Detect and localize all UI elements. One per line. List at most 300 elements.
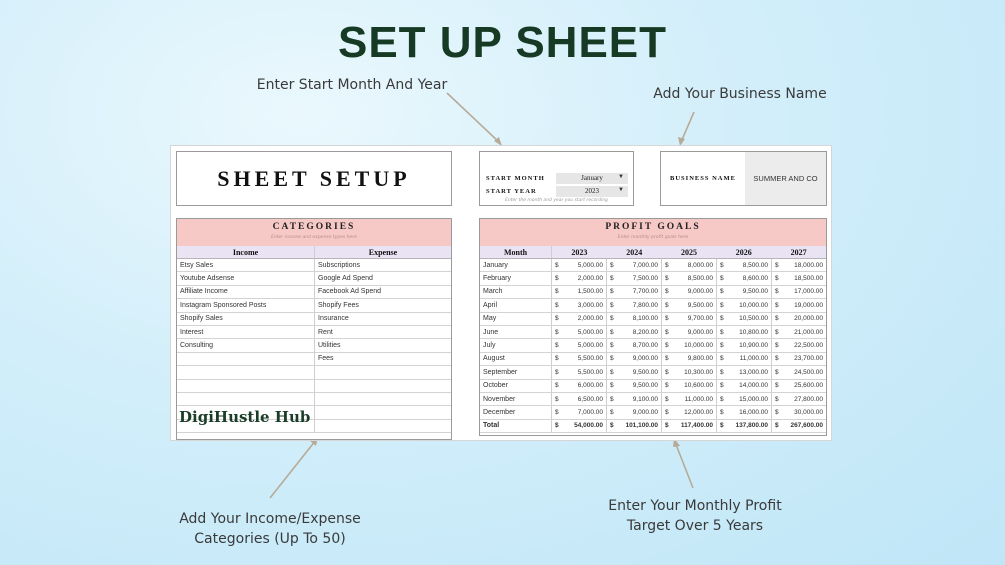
expense-column-header: Expense <box>368 247 398 257</box>
amount: 15,000.00 <box>739 395 768 403</box>
month-cell: November <box>480 393 552 405</box>
table-row <box>480 272 826 285</box>
currency-symbol: $ <box>665 328 669 336</box>
profit-goal-cell[interactable] <box>552 353 607 365</box>
currency-symbol: $ <box>555 368 559 376</box>
amount: 8,100.00 <box>632 315 658 323</box>
currency-symbol: $ <box>610 301 614 309</box>
start-month-value: January <box>581 174 603 182</box>
start-date-panel <box>479 151 634 206</box>
amount: 9,500.00 <box>632 382 658 390</box>
amount: 5,500.00 <box>577 368 603 376</box>
expense-cell[interactable]: Google Ad Spend <box>318 275 373 283</box>
amount: 9,000.00 <box>687 288 713 296</box>
profit-goal-cell[interactable] <box>772 366 826 378</box>
currency-symbol: $ <box>610 288 614 296</box>
profit-goal-cell[interactable] <box>717 286 772 298</box>
currency-symbol: $ <box>720 328 724 336</box>
profit-goal-cell[interactable] <box>607 299 662 311</box>
currency-symbol: $ <box>610 342 614 350</box>
profit-goal-cell[interactable] <box>552 299 607 311</box>
currency-symbol: $ <box>720 301 724 309</box>
currency-symbol: $ <box>720 382 724 390</box>
start-year-row <box>486 185 628 197</box>
currency-symbol: $ <box>610 315 614 323</box>
annotation-profit-line1: Enter Your Monthly Profit <box>608 498 782 514</box>
currency-symbol: $ <box>665 422 669 430</box>
currency-symbol: $ <box>555 422 559 430</box>
currency-symbol: $ <box>610 422 614 430</box>
start-year-dropdown[interactable] <box>556 186 628 197</box>
table-row <box>177 353 451 366</box>
currency-symbol: $ <box>720 355 724 363</box>
table-row <box>480 366 826 379</box>
profit-goal-cell <box>717 420 772 432</box>
amount: 7,000.00 <box>632 261 658 269</box>
currency-symbol: $ <box>775 368 779 376</box>
currency-symbol: $ <box>555 395 559 403</box>
currency-symbol: $ <box>720 342 724 350</box>
expense-cell[interactable]: Shopify Fees <box>318 301 359 309</box>
profit-goal-cell[interactable] <box>772 299 826 311</box>
currency-symbol: $ <box>775 288 779 296</box>
amount: 9,000.00 <box>632 408 658 416</box>
profit-goal-cell[interactable] <box>772 313 826 325</box>
income-cell[interactable] <box>177 380 315 392</box>
profit-goal-cell[interactable] <box>772 339 826 351</box>
start-month-dropdown[interactable] <box>556 173 628 184</box>
expense-cell[interactable]: Fees <box>318 355 334 363</box>
expense-cell[interactable]: Insurance <box>318 315 349 323</box>
categories-subheading: Enter income and expense types here <box>271 235 357 240</box>
month-cell: February <box>480 272 552 284</box>
profit-goal-cell[interactable] <box>717 393 772 405</box>
year-column-header: 2027 <box>790 247 807 257</box>
categories-column-headers <box>177 246 451 259</box>
currency-symbol: $ <box>665 355 669 363</box>
month-cell: Total <box>480 420 552 432</box>
amount: 6,000.00 <box>577 382 603 390</box>
total-row <box>480 420 826 433</box>
amount: 9,800.00 <box>687 355 713 363</box>
profit-goal-cell[interactable] <box>607 286 662 298</box>
amount: 18,500.00 <box>794 275 823 283</box>
annotation-categories-line1: Add Your Income/Expense <box>179 511 361 527</box>
currency-symbol: $ <box>720 395 724 403</box>
currency-symbol: $ <box>665 382 669 390</box>
currency-symbol: $ <box>555 315 559 323</box>
amount: 8,700.00 <box>632 342 658 350</box>
amount: 10,300.00 <box>684 368 713 376</box>
income-cell[interactable] <box>177 393 315 405</box>
profit-goal-cell[interactable] <box>552 380 607 392</box>
profit-goal-cell[interactable] <box>552 366 607 378</box>
amount: 10,000.00 <box>684 342 713 350</box>
currency-symbol: $ <box>720 315 724 323</box>
expense-cell[interactable] <box>315 366 451 378</box>
amount: 9,100.00 <box>632 395 658 403</box>
profit-goals-body <box>480 259 826 433</box>
currency-symbol: $ <box>665 301 669 309</box>
categories-table <box>176 218 452 440</box>
profit-goal-cell[interactable] <box>552 259 607 271</box>
profit-goal-cell[interactable] <box>772 259 826 271</box>
amount: 267,600.00 <box>790 422 823 430</box>
income-cell[interactable] <box>177 366 315 378</box>
arrow-start-month <box>447 93 500 143</box>
profit-goal-cell[interactable] <box>552 286 607 298</box>
table-row <box>480 393 826 406</box>
amount: 9,500.00 <box>632 368 658 376</box>
income-cell[interactable]: Shopify Sales <box>177 313 315 325</box>
amount: 9,000.00 <box>632 355 658 363</box>
profit-goal-cell[interactable] <box>717 339 772 351</box>
amount: 11,000.00 <box>684 395 713 403</box>
currency-symbol: $ <box>610 395 614 403</box>
currency-symbol: $ <box>775 422 779 430</box>
amount: 10,800.00 <box>739 328 768 336</box>
currency-symbol: $ <box>610 328 614 336</box>
currency-symbol: $ <box>720 261 724 269</box>
amount: 18,000.00 <box>794 261 823 269</box>
month-cell: October <box>480 380 552 392</box>
profit-goal-cell[interactable] <box>662 286 717 298</box>
amount: 54,000.00 <box>574 422 603 430</box>
amount: 5,000.00 <box>577 328 603 336</box>
arrow-categories <box>270 440 316 498</box>
profit-goals-column-headers <box>480 246 826 259</box>
expense-cell[interactable] <box>315 393 451 405</box>
start-year-label: START YEAR <box>486 187 537 195</box>
profit-goal-cell[interactable] <box>552 272 607 284</box>
profit-goal-cell[interactable] <box>552 393 607 405</box>
currency-symbol: $ <box>555 382 559 390</box>
currency-symbol: $ <box>610 355 614 363</box>
table-row <box>177 313 451 326</box>
currency-symbol: $ <box>555 342 559 350</box>
currency-symbol: $ <box>610 261 614 269</box>
income-cell[interactable]: Affiliate Income <box>177 286 315 298</box>
amount: 7,800.00 <box>632 301 658 309</box>
arrow-profit-goals <box>675 442 693 488</box>
income-cell[interactable]: Consulting <box>177 339 315 351</box>
dropdown-arrow-icon: ▼ <box>618 186 624 193</box>
profit-goal-cell[interactable] <box>607 272 662 284</box>
categories-body <box>177 259 451 433</box>
profit-goal-cell <box>772 420 826 432</box>
month-cell: July <box>480 339 552 351</box>
year-column-header: 2025 <box>680 247 697 257</box>
amount: 8,000.00 <box>687 261 713 269</box>
profit-goal-cell[interactable] <box>552 326 607 338</box>
currency-symbol: $ <box>720 288 724 296</box>
amount: 21,000.00 <box>794 328 823 336</box>
profit-goal-cell[interactable] <box>662 259 717 271</box>
profit-goal-cell[interactable] <box>662 353 717 365</box>
table-row <box>480 313 826 326</box>
currency-symbol: $ <box>555 301 559 309</box>
currency-symbol: $ <box>610 382 614 390</box>
currency-symbol: $ <box>775 408 779 416</box>
currency-symbol: $ <box>720 408 724 416</box>
dropdown-arrow-icon: ▼ <box>618 173 624 180</box>
amount: 101,100.00 <box>625 422 658 430</box>
amount: 9,500.00 <box>687 301 713 309</box>
currency-symbol: $ <box>775 395 779 403</box>
amount: 7,000.00 <box>577 408 603 416</box>
currency-symbol: $ <box>720 422 724 430</box>
table-row <box>177 272 451 285</box>
table-row <box>480 299 826 312</box>
expense-cell[interactable]: Facebook Ad Spend <box>318 288 382 296</box>
expense-cell[interactable] <box>315 406 451 418</box>
table-row <box>480 326 826 339</box>
profit-goal-cell[interactable] <box>717 299 772 311</box>
spreadsheet-preview <box>170 145 832 441</box>
profit-goal-cell[interactable] <box>772 393 826 405</box>
categories-heading: CATEGORIES <box>272 222 356 232</box>
year-column-header: 2026 <box>735 247 752 257</box>
expense-cell[interactable] <box>315 420 451 432</box>
annotation-categories-line2: Categories (Up To 50) <box>194 531 346 547</box>
annotation-profit-goals <box>590 496 800 536</box>
profit-goal-cell[interactable] <box>552 406 607 418</box>
profit-goal-cell[interactable] <box>717 326 772 338</box>
amount: 23,700.00 <box>794 355 823 363</box>
table-row <box>480 380 826 393</box>
currency-symbol: $ <box>555 288 559 296</box>
profit-goal-cell[interactable] <box>662 406 717 418</box>
table-row <box>177 299 451 312</box>
profit-goal-cell <box>662 420 717 432</box>
table-row <box>177 366 451 379</box>
amount: 13,000.00 <box>739 368 768 376</box>
currency-symbol: $ <box>775 355 779 363</box>
profit-goal-cell[interactable] <box>607 366 662 378</box>
income-cell[interactable]: Etsy Sales <box>177 259 315 271</box>
brand-logo: DigiHustle Hub <box>179 408 311 426</box>
amount: 8,500.00 <box>687 275 713 283</box>
amount: 10,600.00 <box>684 382 713 390</box>
profit-goals-header <box>480 219 826 246</box>
profit-goal-cell[interactable] <box>662 366 717 378</box>
amount: 9,700.00 <box>687 315 713 323</box>
amount: 9,500.00 <box>742 288 768 296</box>
currency-symbol: $ <box>665 368 669 376</box>
page-title: SET UP SHEET <box>337 18 668 67</box>
amount: 10,900.00 <box>739 342 768 350</box>
expense-cell[interactable]: Utilities <box>318 342 341 350</box>
profit-goals-subheading: Enter monthly profit goals here <box>617 235 689 240</box>
month-cell: September <box>480 366 552 378</box>
table-row <box>177 339 451 352</box>
amount: 16,000.00 <box>739 408 768 416</box>
amount: 5,500.00 <box>577 355 603 363</box>
profit-goal-cell[interactable] <box>662 272 717 284</box>
currency-symbol: $ <box>665 275 669 283</box>
business-name-field[interactable]: SUMMER AND CO <box>745 152 826 205</box>
table-row <box>480 286 826 299</box>
currency-symbol: $ <box>665 395 669 403</box>
profit-goals-table <box>479 218 827 436</box>
amount: 11,000.00 <box>739 355 768 363</box>
amount: 25,600.00 <box>794 382 823 390</box>
amount: 24,500.00 <box>794 368 823 376</box>
currency-symbol: $ <box>665 315 669 323</box>
currency-symbol: $ <box>610 275 614 283</box>
income-cell[interactable] <box>177 353 315 365</box>
currency-symbol: $ <box>610 368 614 376</box>
currency-symbol: $ <box>775 315 779 323</box>
annotation-start-month: Enter Start Month And Year <box>256 77 448 93</box>
amount: 30,000.00 <box>794 408 823 416</box>
profit-goal-cell[interactable] <box>552 339 607 351</box>
currency-symbol: $ <box>720 368 724 376</box>
profit-goal-cell[interactable] <box>772 380 826 392</box>
expense-cell[interactable] <box>315 380 451 392</box>
amount: 7,500.00 <box>632 275 658 283</box>
profit-goal-cell[interactable] <box>662 393 717 405</box>
table-row <box>177 286 451 299</box>
amount: 14,000.00 <box>739 382 768 390</box>
amount: 7,700.00 <box>632 288 658 296</box>
income-cell[interactable]: Interest <box>177 326 315 338</box>
currency-symbol: $ <box>555 355 559 363</box>
currency-symbol: $ <box>665 342 669 350</box>
business-name-panel <box>660 151 827 206</box>
amount: 117,400.00 <box>680 422 713 430</box>
table-row <box>177 393 451 406</box>
month-cell: December <box>480 406 552 418</box>
profit-goal-cell[interactable] <box>607 380 662 392</box>
amount: 2,000.00 <box>577 315 603 323</box>
month-cell: August <box>480 353 552 365</box>
amount: 3,000.00 <box>577 301 603 309</box>
profit-goal-cell[interactable] <box>607 353 662 365</box>
annotation-profit-line2: Target Over 5 Years <box>626 518 764 534</box>
currency-symbol: $ <box>775 261 779 269</box>
amount: 137,800.00 <box>735 422 768 430</box>
currency-symbol: $ <box>610 408 614 416</box>
amount: 27,800.00 <box>794 395 823 403</box>
currency-symbol: $ <box>775 328 779 336</box>
amount: 10,500.00 <box>739 315 768 323</box>
month-cell: January <box>480 259 552 271</box>
amount: 1,500.00 <box>577 288 603 296</box>
expense-cell[interactable]: Rent <box>318 328 333 336</box>
profit-goal-cell[interactable] <box>772 286 826 298</box>
profit-goal-cell[interactable] <box>607 313 662 325</box>
currency-symbol: $ <box>665 408 669 416</box>
start-month-label: START MONTH <box>486 174 545 182</box>
profit-goal-cell[interactable] <box>662 339 717 351</box>
table-row <box>480 406 826 419</box>
business-name-label: BUSINESS NAME <box>670 175 736 182</box>
sheet-setup-title: SHEET SETUP <box>176 151 452 206</box>
profit-goal-cell[interactable] <box>662 313 717 325</box>
profit-goal-cell[interactable] <box>607 393 662 405</box>
currency-symbol: $ <box>665 261 669 269</box>
amount: 5,000.00 <box>577 261 603 269</box>
profit-goal-cell[interactable] <box>607 339 662 351</box>
amount: 2,000.00 <box>577 275 603 283</box>
month-cell: June <box>480 326 552 338</box>
annotation-business-name: Add Your Business Name <box>653 86 827 102</box>
profit-goal-cell[interactable] <box>717 380 772 392</box>
amount: 10,000.00 <box>739 301 768 309</box>
currency-symbol: $ <box>720 275 724 283</box>
profit-goal-cell <box>607 420 662 432</box>
profit-goal-cell[interactable] <box>772 326 826 338</box>
amount: 8,600.00 <box>742 275 768 283</box>
amount: 12,000.00 <box>684 408 713 416</box>
profit-goal-cell[interactable] <box>662 326 717 338</box>
table-row <box>177 326 451 339</box>
amount: 17,000.00 <box>794 288 823 296</box>
profit-goal-cell[interactable] <box>552 313 607 325</box>
profit-goal-cell[interactable] <box>662 299 717 311</box>
income-column-header: Income <box>177 246 315 258</box>
arrow-business-name <box>681 112 694 142</box>
amount: 19,000.00 <box>794 301 823 309</box>
profit-goal-cell[interactable] <box>607 406 662 418</box>
profit-goal-cell[interactable] <box>607 259 662 271</box>
start-month-row <box>486 172 628 184</box>
year-column-header: 2024 <box>626 247 643 257</box>
currency-symbol: $ <box>555 261 559 269</box>
profit-goal-cell[interactable] <box>717 313 772 325</box>
currency-symbol: $ <box>555 328 559 336</box>
amount: 6,500.00 <box>577 395 603 403</box>
month-cell: April <box>480 299 552 311</box>
income-cell[interactable]: Instagram Sponsored Posts <box>177 299 315 311</box>
expense-cell[interactable]: Subscriptions <box>318 261 361 269</box>
profit-goal-cell[interactable] <box>662 380 717 392</box>
table-row <box>480 353 826 366</box>
currency-symbol: $ <box>775 275 779 283</box>
table-row <box>177 259 451 272</box>
profit-goal-cell[interactable] <box>717 406 772 418</box>
profit-goal-cell[interactable] <box>772 272 826 284</box>
month-cell: March <box>480 286 552 298</box>
currency-symbol: $ <box>665 288 669 296</box>
profit-goal-cell[interactable] <box>717 366 772 378</box>
amount: 8,200.00 <box>632 328 658 336</box>
profit-goal-cell[interactable] <box>772 353 826 365</box>
currency-symbol: $ <box>775 301 779 309</box>
table-row <box>177 380 451 393</box>
profit-goal-cell[interactable] <box>772 406 826 418</box>
table-row <box>480 259 826 272</box>
month-column-header: Month <box>480 246 552 258</box>
year-column-header: 2023 <box>571 247 588 257</box>
profit-goals-heading: PROFIT GOALS <box>605 222 701 232</box>
table-row <box>480 339 826 352</box>
income-cell[interactable]: Youtube Adsense <box>177 272 315 284</box>
profit-goal-cell[interactable] <box>717 272 772 284</box>
annotation-categories <box>160 509 380 549</box>
month-cell: May <box>480 313 552 325</box>
currency-symbol: $ <box>775 382 779 390</box>
amount: 22,500.00 <box>794 342 823 350</box>
profit-goal-cell[interactable] <box>607 326 662 338</box>
currency-symbol: $ <box>555 408 559 416</box>
currency-symbol: $ <box>555 275 559 283</box>
profit-goal-cell[interactable] <box>717 353 772 365</box>
amount: 5,000.00 <box>577 342 603 350</box>
currency-symbol: $ <box>775 342 779 350</box>
profit-goal-cell[interactable] <box>717 259 772 271</box>
